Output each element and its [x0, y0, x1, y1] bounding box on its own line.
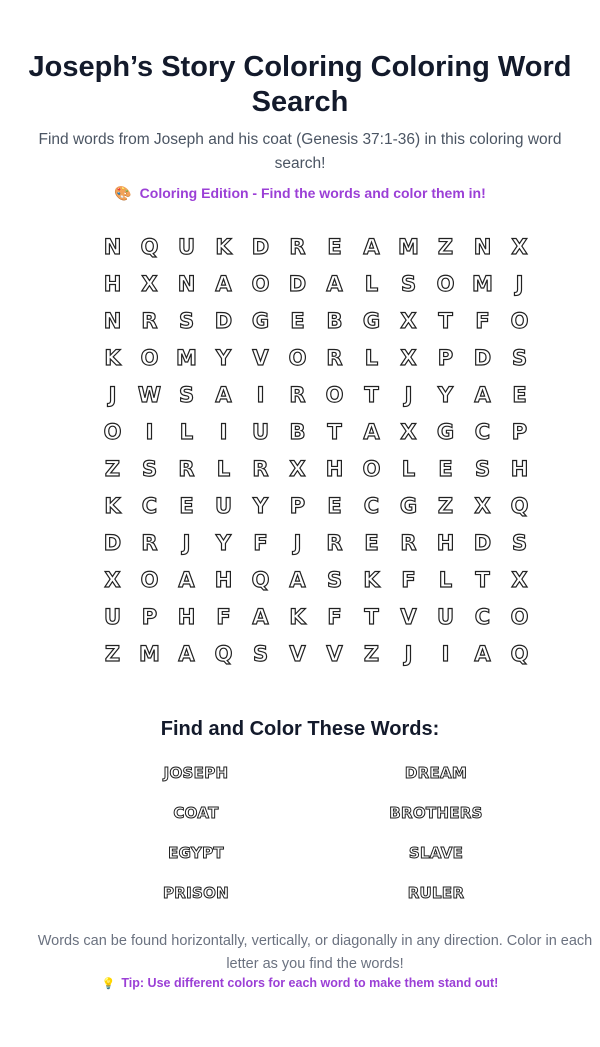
- grid-cell[interactable]: Q: [510, 493, 529, 518]
- grid-cell[interactable]: Q: [510, 641, 529, 666]
- grid-cell[interactable]: G: [251, 308, 270, 333]
- grid-cell[interactable]: O: [140, 567, 159, 592]
- grid-cell[interactable]: X: [141, 271, 158, 296]
- grid-cell[interactable]: H: [436, 530, 455, 555]
- grid-cell[interactable]: T: [364, 604, 379, 629]
- grid-cell[interactable]: Q: [251, 567, 270, 592]
- grid-cell[interactable]: X: [400, 419, 417, 444]
- grid-cell[interactable]: M: [139, 641, 160, 666]
- grid-cell[interactable]: O: [362, 456, 381, 481]
- grid-cell[interactable]: I: [145, 419, 154, 444]
- grid-cell[interactable]: R: [141, 530, 158, 555]
- grid-cell[interactable]: E: [327, 493, 342, 518]
- grid-cell[interactable]: S: [178, 308, 195, 333]
- word-item: BROTHERS: [389, 804, 483, 822]
- grid-cell[interactable]: E: [179, 493, 194, 518]
- grid-cell[interactable]: J: [293, 530, 302, 555]
- grid-cell[interactable]: R: [141, 308, 158, 333]
- grid-cell[interactable]: C: [363, 493, 380, 518]
- grid-cell[interactable]: T: [475, 567, 490, 592]
- grid-cell[interactable]: T: [438, 308, 453, 333]
- grid-cell[interactable]: T: [327, 419, 342, 444]
- grid-cell[interactable]: L: [216, 456, 231, 481]
- grid-cell[interactable]: R: [252, 456, 269, 481]
- grid-cell[interactable]: A: [474, 382, 491, 407]
- grid-cell[interactable]: S: [474, 456, 491, 481]
- grid-cell[interactable]: X: [511, 234, 528, 259]
- grid-cell[interactable]: A: [474, 641, 491, 666]
- grid-cell[interactable]: Z: [104, 641, 121, 666]
- grid-cell[interactable]: X: [511, 567, 528, 592]
- grid-cell[interactable]: W: [137, 382, 162, 407]
- grid-cell[interactable]: G: [399, 493, 418, 518]
- grid-cell[interactable]: Y: [215, 345, 232, 370]
- grid-cell[interactable]: M: [398, 234, 419, 259]
- grid-cell[interactable]: U: [214, 493, 233, 518]
- grid-cell[interactable]: K: [363, 567, 380, 592]
- palette-icon: 🎨: [114, 185, 132, 201]
- grid-cell[interactable]: X: [400, 345, 417, 370]
- grid-cell[interactable]: X: [104, 567, 121, 592]
- grid-cell[interactable]: B: [289, 419, 306, 444]
- grid-cell[interactable]: C: [474, 604, 491, 629]
- grid-cell[interactable]: O: [510, 604, 529, 629]
- grid-cell[interactable]: B: [326, 308, 343, 333]
- grid-cell[interactable]: F: [327, 604, 342, 629]
- grid-cell[interactable]: U: [436, 604, 455, 629]
- grid-cell[interactable]: S: [511, 530, 528, 555]
- grid-cell[interactable]: A: [326, 271, 343, 296]
- grid-cell[interactable]: A: [178, 641, 195, 666]
- grid-cell[interactable]: E: [327, 234, 342, 259]
- tip-banner: [0, 976, 600, 990]
- instructions-text: Words can be found horizontally, vertically, or diagonally in any direction. Color in each letter as you find the words!: [37, 933, 593, 972]
- grid-cell[interactable]: R: [326, 530, 343, 555]
- word-item: COAT: [173, 804, 219, 822]
- grid-cell[interactable]: A: [178, 567, 195, 592]
- grid-cell[interactable]: L: [179, 419, 194, 444]
- grid-cell[interactable]: R: [289, 234, 306, 259]
- grid-cell[interactable]: K: [104, 345, 121, 370]
- grid-cell[interactable]: X: [289, 456, 306, 481]
- grid-cell[interactable]: A: [215, 382, 232, 407]
- grid-cell[interactable]: I: [256, 382, 265, 407]
- grid-cell[interactable]: O: [140, 345, 159, 370]
- grid-cell[interactable]: O: [103, 419, 122, 444]
- grid-cell[interactable]: N: [473, 234, 492, 259]
- grid-cell[interactable]: E: [512, 382, 527, 407]
- grid-cell[interactable]: J: [404, 641, 413, 666]
- grid-cell[interactable]: R: [289, 382, 306, 407]
- edition-banner: [0, 182, 600, 204]
- grid-cell[interactable]: M: [472, 271, 493, 296]
- grid-cell[interactable]: O: [251, 271, 270, 296]
- grid-cell[interactable]: E: [290, 308, 305, 333]
- grid-cell[interactable]: U: [103, 604, 122, 629]
- grid-cell[interactable]: E: [438, 456, 453, 481]
- grid-cell[interactable]: S: [326, 567, 343, 592]
- grid-cell[interactable]: E: [364, 530, 379, 555]
- grid-cell[interactable]: F: [475, 308, 490, 333]
- grid-cell[interactable]: Q: [214, 641, 233, 666]
- grid-cell[interactable]: U: [251, 419, 270, 444]
- grid-cell[interactable]: P: [437, 345, 454, 370]
- grid-cell[interactable]: H: [214, 567, 233, 592]
- grid-cell[interactable]: P: [289, 493, 306, 518]
- grid-cell[interactable]: T: [364, 382, 379, 407]
- grid-cell[interactable]: S: [511, 345, 528, 370]
- grid-cell[interactable]: V: [326, 641, 343, 666]
- grid-cell[interactable]: Y: [252, 493, 269, 518]
- tip-text: Tip: Use different colors for each word to make them stand out!: [121, 976, 499, 990]
- grid-cell[interactable]: V: [289, 641, 306, 666]
- grid-cell[interactable]: O: [288, 345, 307, 370]
- word-list: [76, 762, 556, 922]
- grid-cell[interactable]: S: [141, 456, 158, 481]
- grid-cell[interactable]: F: [216, 604, 231, 629]
- grid-cell[interactable]: D: [103, 530, 122, 555]
- grid-cell[interactable]: F: [253, 530, 268, 555]
- grid-cell[interactable]: K: [289, 604, 306, 629]
- grid-cell[interactable]: D: [288, 271, 307, 296]
- page-title: Joseph’s Story Coloring Coloring Word Search: [28, 51, 572, 118]
- grid-cell[interactable]: V: [400, 604, 417, 629]
- grid-cell[interactable]: A: [363, 419, 380, 444]
- grid-cell[interactable]: D: [473, 530, 492, 555]
- grid-cell[interactable]: S: [178, 382, 195, 407]
- grid-cell[interactable]: X: [400, 308, 417, 333]
- edition-text: Coloring Edition - Find the words and color them in!: [139, 185, 486, 201]
- grid-cell[interactable]: D: [473, 345, 492, 370]
- word-item: JOSEPH: [163, 764, 229, 782]
- grid-cell[interactable]: K: [215, 234, 232, 259]
- grid-cell[interactable]: L: [364, 345, 379, 370]
- grid-cell[interactable]: H: [510, 456, 529, 481]
- grid-cell[interactable]: Q: [140, 234, 159, 259]
- grid-cell[interactable]: G: [436, 419, 455, 444]
- grid-cell[interactable]: D: [251, 234, 270, 259]
- lightbulb-icon: 💡: [101, 978, 116, 990]
- word-item: EGYPT: [168, 844, 224, 862]
- grid-cell[interactable]: J: [404, 382, 413, 407]
- grid-cell[interactable]: I: [219, 419, 228, 444]
- grid-cell[interactable]: Z: [363, 641, 380, 666]
- grid-cell[interactable]: F: [401, 567, 416, 592]
- grid-cell[interactable]: R: [178, 456, 195, 481]
- grid-cell[interactable]: O: [325, 382, 344, 407]
- grid-cell[interactable]: A: [252, 604, 269, 629]
- grid-cell[interactable]: O: [436, 271, 455, 296]
- grid-cell[interactable]: G: [362, 308, 381, 333]
- grid-cell[interactable]: V: [252, 345, 269, 370]
- grid-cell[interactable]: H: [325, 456, 344, 481]
- grid-cell[interactable]: J: [182, 530, 191, 555]
- grid-cell[interactable]: O: [510, 308, 529, 333]
- grid-cell[interactable]: Y: [437, 382, 454, 407]
- grid-cell[interactable]: A: [363, 234, 380, 259]
- word-item: SLAVE: [408, 844, 464, 862]
- grid-cell[interactable]: X: [474, 493, 491, 518]
- grid-cell[interactable]: R: [326, 345, 343, 370]
- word-list-heading: Find and Color These Words:: [160, 718, 440, 740]
- grid-cell[interactable]: D: [214, 308, 233, 333]
- grid-cell[interactable]: C: [474, 419, 491, 444]
- grid-cell[interactable]: N: [177, 271, 196, 296]
- word-item: RULER: [407, 884, 465, 902]
- grid-cell[interactable]: N: [103, 234, 122, 259]
- grid-cell[interactable]: P: [141, 604, 158, 629]
- grid-cell[interactable]: S: [252, 641, 269, 666]
- grid-cell[interactable]: K: [104, 493, 121, 518]
- grid-cell[interactable]: S: [400, 271, 417, 296]
- grid-cell[interactable]: C: [141, 493, 158, 518]
- grid-cell[interactable]: A: [289, 567, 306, 592]
- grid-cell[interactable]: P: [511, 419, 528, 444]
- grid-cell[interactable]: H: [103, 271, 122, 296]
- grid-cell[interactable]: A: [215, 271, 232, 296]
- grid-cell[interactable]: L: [401, 456, 416, 481]
- grid-cell[interactable]: I: [441, 641, 450, 666]
- word-search-grid: [94, 228, 539, 672]
- grid-cell[interactable]: H: [177, 604, 196, 629]
- page-subtitle: Find words from Joseph and his coat (Genesis 37:1-36) in this coloring word search!: [38, 131, 562, 172]
- grid-cell[interactable]: N: [103, 308, 122, 333]
- word-item: PRISON: [162, 884, 230, 902]
- grid-cell[interactable]: L: [364, 271, 379, 296]
- grid-cell[interactable]: Z: [437, 493, 454, 518]
- grid-cell[interactable]: Z: [437, 234, 454, 259]
- grid-cell[interactable]: J: [108, 382, 117, 407]
- grid-cell[interactable]: U: [177, 234, 196, 259]
- grid-cell[interactable]: R: [400, 530, 417, 555]
- grid-cell[interactable]: Z: [104, 456, 121, 481]
- grid-cell[interactable]: M: [176, 345, 197, 370]
- word-item: DREAM: [404, 764, 468, 782]
- grid-cell[interactable]: Y: [215, 530, 232, 555]
- grid-cell[interactable]: L: [438, 567, 453, 592]
- grid-cell[interactable]: J: [515, 271, 524, 296]
